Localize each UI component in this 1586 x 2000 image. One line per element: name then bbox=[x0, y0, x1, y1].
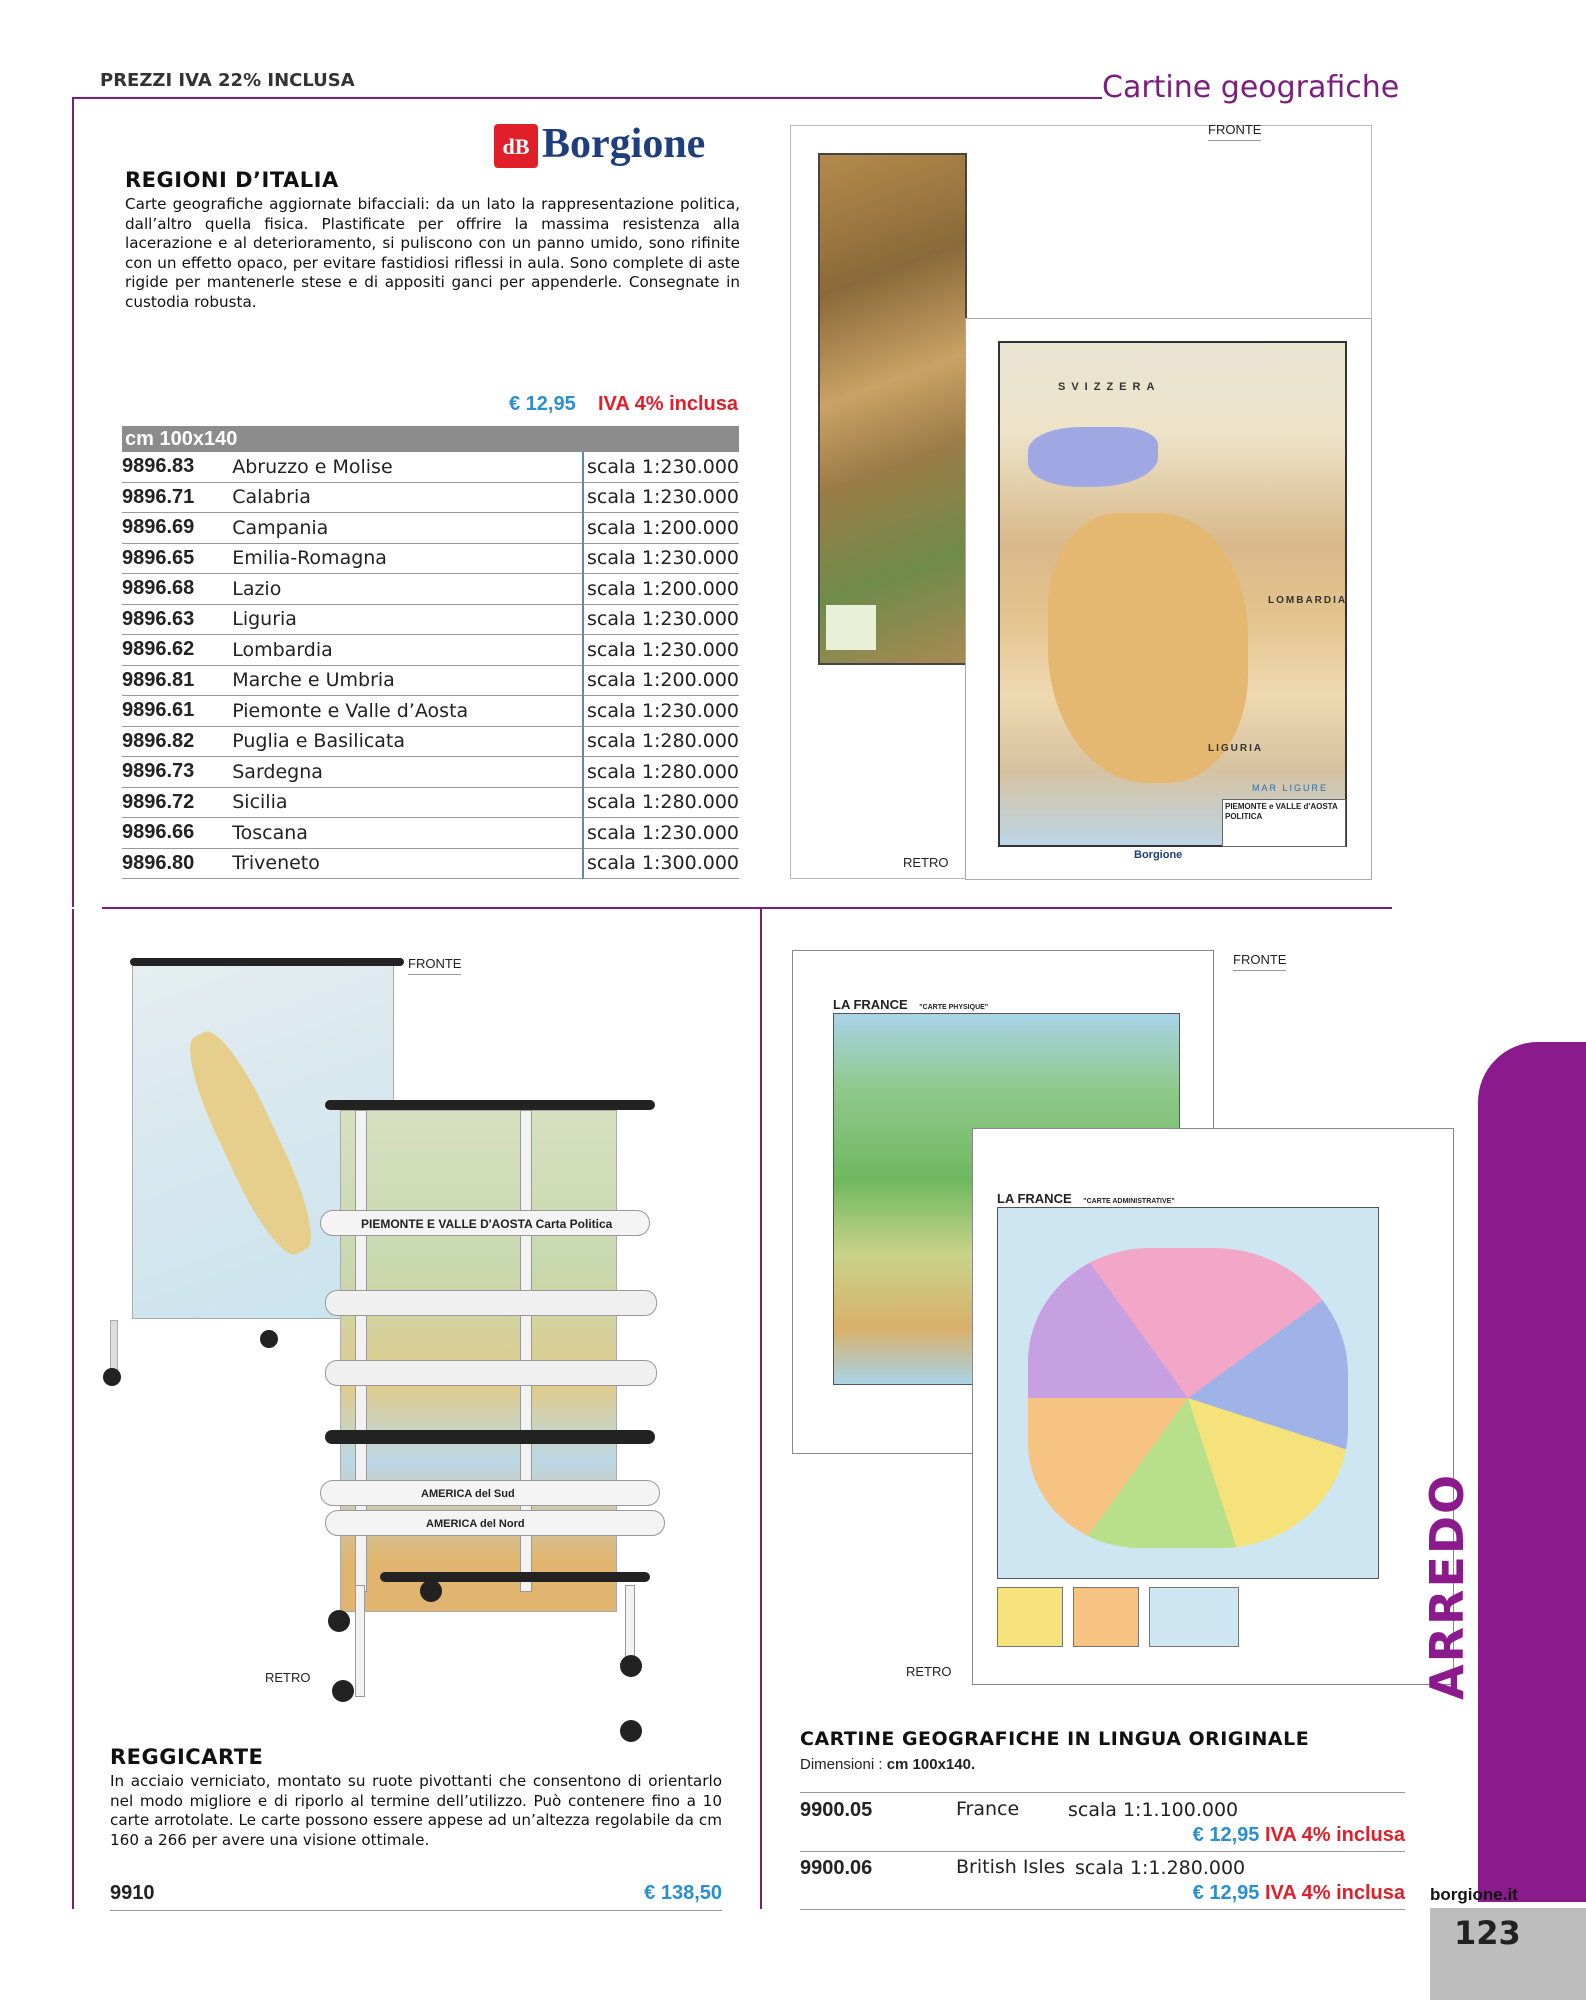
regioni-back-label: RETRO bbox=[903, 855, 949, 870]
italy-shape bbox=[175, 1023, 326, 1264]
section-label-arredo: ARREDO bbox=[1420, 1472, 1474, 1700]
rear-wheel bbox=[103, 1368, 121, 1386]
regioni-front-label: FRONTE bbox=[1208, 122, 1261, 141]
table-row bbox=[122, 818, 739, 849]
cartine-row-iva: IVA 4% inclusa bbox=[1264, 1824, 1405, 1846]
table-row bbox=[122, 757, 739, 788]
map-legend-sub: POLITICA bbox=[1225, 812, 1263, 821]
france-shape bbox=[1028, 1248, 1348, 1548]
row-name: Liguria bbox=[232, 604, 583, 635]
regioni-table-header-label: cm 100x140 bbox=[122, 426, 739, 452]
reggicarte-image bbox=[100, 950, 700, 1750]
rolled-map bbox=[320, 1480, 660, 1506]
rolled-map bbox=[320, 1210, 650, 1236]
borgione-logo-icon bbox=[494, 124, 538, 168]
row-code: 9896.80 bbox=[122, 848, 232, 879]
table-row bbox=[122, 726, 739, 757]
reggicarte-front-label: FRONTE bbox=[408, 956, 461, 975]
france-inset-2 bbox=[1073, 1587, 1139, 1647]
front-bottom-bar bbox=[380, 1572, 650, 1582]
cartine-row-name: British Isles bbox=[956, 1856, 1066, 1878]
row-name: Abruzzo e Molise bbox=[232, 452, 583, 482]
table-row bbox=[122, 787, 739, 818]
map-inset bbox=[826, 605, 876, 650]
row-code: 9896.63 bbox=[122, 604, 232, 635]
regioni-table-header bbox=[122, 426, 739, 452]
row-code: 9896.66 bbox=[122, 818, 232, 849]
row-name: Piemonte e Valle d’Aosta bbox=[232, 696, 583, 727]
row-code: 9896.82 bbox=[122, 726, 232, 757]
row-code: 9896.73 bbox=[122, 757, 232, 788]
france-back-title-text: LA FRANCE bbox=[997, 1191, 1072, 1206]
front-wheel bbox=[620, 1720, 642, 1742]
table-row bbox=[122, 848, 739, 879]
row-scale: scala 1:230.000 bbox=[583, 818, 739, 849]
aosta-region bbox=[1028, 427, 1158, 487]
row-code: 9896.69 bbox=[122, 513, 232, 544]
left-rule-top bbox=[72, 97, 74, 907]
page-number: 123 bbox=[1454, 1914, 1521, 1952]
row-code: 9896.72 bbox=[122, 787, 232, 818]
cartine-front-label: FRONTE bbox=[1233, 952, 1286, 971]
regioni-price: € 12,95 bbox=[508, 393, 576, 415]
cartine-row-price-line bbox=[1193, 1824, 1405, 1847]
row-scale: scala 1:230.000 bbox=[583, 482, 739, 513]
table-row bbox=[122, 452, 739, 482]
roll-label-america-sud: AMERICA del Sud bbox=[421, 1488, 515, 1500]
front-wheel bbox=[620, 1655, 642, 1677]
cartine-row-price: € 12,95 bbox=[1192, 1824, 1260, 1846]
row-code: 9896.65 bbox=[122, 543, 232, 574]
borgione-logo bbox=[494, 120, 734, 172]
cartine-dims-label: Dimensioni : bbox=[800, 1756, 883, 1773]
row-name: Lombardia bbox=[232, 635, 583, 666]
reggicarte-price-row bbox=[110, 1880, 722, 1911]
page-number-box bbox=[1430, 1908, 1586, 2000]
rolled-map bbox=[325, 1290, 657, 1316]
cartine-dimensions bbox=[800, 1756, 975, 1773]
france-inset-3 bbox=[1149, 1587, 1239, 1647]
row-name: Sicilia bbox=[232, 787, 583, 818]
svg-text:dB: dB bbox=[502, 134, 530, 159]
category-title: Cartine geografiche bbox=[1102, 70, 1400, 105]
map-legend-title: PIEMONTE e VALLE d'AOSTA bbox=[1225, 802, 1338, 811]
physical-map-image bbox=[818, 153, 967, 665]
table-row bbox=[122, 696, 739, 727]
rolled-map bbox=[325, 1360, 657, 1386]
table-row bbox=[122, 574, 739, 605]
cartine-row-name: France bbox=[956, 1798, 1020, 1820]
front-wheel bbox=[332, 1680, 354, 1702]
regioni-title: REGIONI D’ITALIA bbox=[125, 168, 339, 192]
row-scale: scala 1:200.000 bbox=[583, 665, 739, 696]
table-row bbox=[122, 635, 739, 666]
france-front-subtitle: "CARTE PHYSIQUE" bbox=[919, 1004, 989, 1011]
middle-rule bbox=[102, 907, 1392, 909]
map-label-lombardia: LOMBARDIA bbox=[1268, 595, 1348, 606]
row-scale: scala 1:300.000 bbox=[583, 848, 739, 879]
reggicarte-description: In acciaio verniciato, montato su ruote pivottanti che consentono di orientarlo nel modo migliore e di riporlo al termine dell’utilizzo. Può contenere fino a 10 carte arrotolate. Le carte possono essere appese ad un’altezza regolabile da cm 160 a 266 per avere una visione ottimale. bbox=[110, 1772, 722, 1849]
reggicarte-price: € 138,50 bbox=[644, 1882, 722, 1904]
row-name: Toscana bbox=[232, 818, 583, 849]
row-name: Triveneto bbox=[232, 848, 583, 879]
cartine-row-scale: scala 1:1.100.000 bbox=[1068, 1799, 1239, 1821]
cartine-row-scale: scala 1:1.280.000 bbox=[1075, 1857, 1246, 1879]
map-label-mar-ligure: MAR LIGURE bbox=[1252, 783, 1329, 793]
political-map-area bbox=[998, 341, 1347, 847]
row-code: 9896.83 bbox=[122, 452, 232, 482]
rear-wheel bbox=[260, 1330, 278, 1348]
row-name: Campania bbox=[232, 513, 583, 544]
left-rule-bottom bbox=[72, 909, 74, 1909]
france-administrative-map bbox=[972, 1128, 1454, 1685]
row-scale: scala 1:230.000 bbox=[583, 604, 739, 635]
front-top-bar bbox=[325, 1100, 655, 1110]
map-brand-mark: Borgione bbox=[1134, 849, 1183, 861]
roll-label-piemonte: PIEMONTE E VALLE D'AOSTA Carta Politica bbox=[361, 1217, 613, 1231]
center-rule bbox=[760, 909, 762, 1909]
row-name: Sardegna bbox=[232, 757, 583, 788]
rolled-map bbox=[325, 1510, 665, 1536]
cartine-row-code: 9900.05 bbox=[800, 1799, 873, 1821]
rear-top-bar bbox=[130, 958, 404, 966]
row-scale: scala 1:230.000 bbox=[583, 452, 739, 482]
row-name: Marche e Umbria bbox=[232, 665, 583, 696]
front-wheel bbox=[328, 1610, 350, 1632]
borgione-logo-text: Borgione bbox=[542, 121, 706, 167]
map-label-svizzera: SVIZZERA bbox=[1058, 381, 1161, 393]
cartine-row bbox=[800, 1792, 1405, 1852]
cartine-row-code: 9900.06 bbox=[800, 1857, 873, 1879]
row-code: 9896.68 bbox=[122, 574, 232, 605]
row-scale: scala 1:200.000 bbox=[583, 574, 739, 605]
france-back-subtitle: "CARTE ADMINISTRATIVE" bbox=[1083, 1198, 1175, 1205]
france-back-title bbox=[997, 1191, 1175, 1206]
map-label-liguria: LIGURIA bbox=[1208, 743, 1264, 754]
cartine-row bbox=[800, 1851, 1405, 1910]
reggicarte-code: 9910 bbox=[110, 1882, 155, 1904]
cartine-dims-value: cm 100x140. bbox=[886, 1756, 976, 1773]
header-rule bbox=[72, 97, 1102, 99]
row-code: 9896.62 bbox=[122, 635, 232, 666]
cartine-row-price: € 12,95 bbox=[1192, 1882, 1260, 1904]
regioni-price-line bbox=[490, 393, 738, 416]
row-code: 9896.61 bbox=[122, 696, 232, 727]
reggicarte-title: REGGICARTE bbox=[110, 1745, 264, 1769]
row-name: Puglia e Basilicata bbox=[232, 726, 583, 757]
france-front-title-text: LA FRANCE bbox=[833, 997, 908, 1012]
row-code: 9896.71 bbox=[122, 482, 232, 513]
row-name: Lazio bbox=[232, 574, 583, 605]
row-scale: scala 1:230.000 bbox=[583, 696, 739, 727]
cartine-row-iva: IVA 4% inclusa bbox=[1264, 1882, 1405, 1904]
website: borgione.it bbox=[1430, 1885, 1518, 1904]
side-tab bbox=[1478, 1042, 1586, 1902]
vat-note: PREZZI IVA 22% INCLUSA bbox=[100, 70, 355, 91]
row-scale: scala 1:280.000 bbox=[583, 787, 739, 818]
front-wheel bbox=[420, 1580, 442, 1602]
reggicarte-back-label: RETRO bbox=[265, 1670, 311, 1685]
table-row bbox=[122, 665, 739, 696]
row-scale: scala 1:200.000 bbox=[583, 513, 739, 544]
regioni-iva: IVA 4% inclusa bbox=[597, 393, 738, 415]
france-inset-1 bbox=[997, 1587, 1063, 1647]
row-scale: scala 1:280.000 bbox=[583, 757, 739, 788]
table-row bbox=[122, 604, 739, 635]
regioni-description: Carte geografiche aggiornate bifacciali: da un lato la rappresentazione politica, dall’altro quella fisica. Plastificate per offrire la massima resistenza alla lacerazione e al deterioramento, si puliscono con un panno umido, sono rifinite con un effetto opaco, per evitare fastidiosi riflessi in aula. Sono complete di aste rigide per mantenerle stese e di appositi ganci per appenderle. Consegnate in custodia robusta. bbox=[125, 195, 740, 311]
cartine-row-price-line bbox=[1193, 1882, 1405, 1905]
regioni-table bbox=[122, 426, 739, 879]
front-leg-left bbox=[355, 1585, 365, 1697]
row-scale: scala 1:230.000 bbox=[583, 543, 739, 574]
cartine-title: CARTINE GEOGRAFICHE IN LINGUA ORIGINALE bbox=[800, 1728, 1310, 1750]
table-row bbox=[122, 482, 739, 513]
row-code: 9896.81 bbox=[122, 665, 232, 696]
cartine-back-label: RETRO bbox=[906, 1664, 952, 1679]
row-scale: scala 1:280.000 bbox=[583, 726, 739, 757]
row-name: Emilia-Romagna bbox=[232, 543, 583, 574]
rolled-map bbox=[325, 1430, 655, 1444]
row-name: Calabria bbox=[232, 482, 583, 513]
political-map-image bbox=[965, 318, 1372, 880]
france-admin-area bbox=[997, 1207, 1379, 1579]
france-front-title bbox=[833, 997, 988, 1012]
map-legend bbox=[1222, 799, 1346, 847]
table-row bbox=[122, 513, 739, 544]
table-row bbox=[122, 543, 739, 574]
roll-label-america-nord: AMERICA del Nord bbox=[426, 1518, 525, 1530]
row-scale: scala 1:230.000 bbox=[583, 635, 739, 666]
